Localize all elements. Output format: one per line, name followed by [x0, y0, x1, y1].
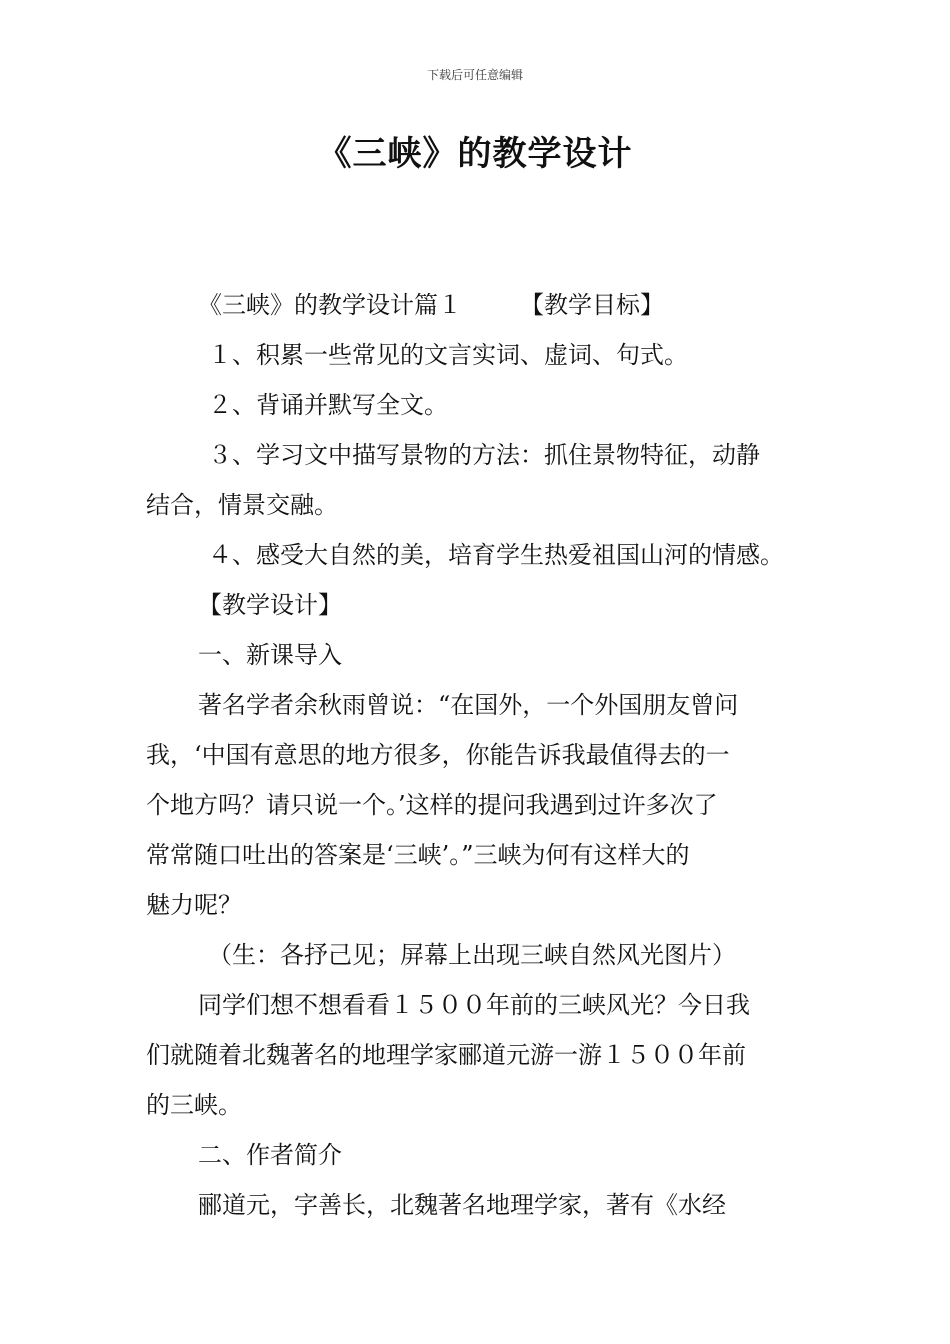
paragraph-line: 我，‘中国有意思的地方很多，你能告诉我最值得去的一: [146, 741, 730, 769]
paragraph-line: [146, 280, 806, 330]
paragraph-line: 同学们想不想看看１５００年前的三峡风光？今日我: [198, 991, 750, 1019]
paragraph-line: 常常随口吐出的答案是‘三峡’。”三峡为何有这样大的: [146, 841, 690, 869]
page-header-note: 下载后可任意编辑: [426, 68, 523, 82]
paragraph-line: 的三峡。: [146, 1091, 242, 1119]
paragraph-line: 魅力呢？: [146, 891, 242, 919]
paragraph-line: 著名学者余秋雨曾说：“在国外，一个外国朋友曾问: [198, 691, 739, 719]
document-body: [146, 280, 806, 1230]
subsection-heading: 一、新课导入: [198, 641, 342, 669]
paragraph-line: （生：各抒己见；屏幕上出现三峡自然风光图片）: [208, 941, 736, 969]
objective-item: １、积累一些常见的文言实词、虚词、句式。: [208, 341, 688, 369]
section-heading-design: 【教学设计】: [198, 591, 342, 619]
objective-item: ４、感受大自然的美，培育学生热爱祖国山河的情感。: [208, 541, 784, 569]
objective-item-continued: 结合，情景交融。: [146, 491, 338, 519]
section-heading-objectives: 【教学目标】: [520, 291, 664, 319]
paragraph-line: 个地方吗？请只说一个。’这样的提问我遇到过许多次了: [146, 791, 718, 819]
paragraph-line: 们就随着北魏著名的地理学家郦道元游一游１５００年前: [146, 1041, 746, 1069]
subsection-heading: 二、作者简介: [198, 1141, 342, 1169]
section-heading-subtitle: 《三峡》的教学设计篇１: [198, 291, 462, 319]
document-title: 《三峡》的教学设计: [317, 134, 633, 174]
paragraph-line: 郦道元，字善长，北魏著名地理学家，著有《水经: [198, 1191, 726, 1219]
objective-item: ３、学习文中描写景物的方法：抓住景物特征，动静: [208, 441, 760, 469]
objective-item: ２、背诵并默写全文。: [208, 391, 448, 419]
